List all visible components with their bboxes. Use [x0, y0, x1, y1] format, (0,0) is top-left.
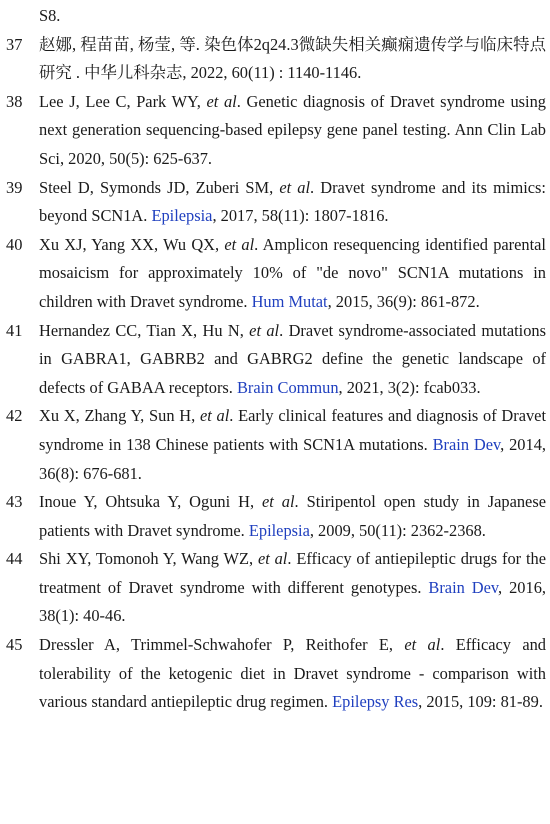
reference-item-39	[6, 174, 546, 231]
reference-item-37	[6, 31, 546, 88]
reference-number: 44	[6, 549, 23, 569]
reference-text: Xu XJ, Yang XX, Wu QX, et al. Amplicon resequencing identified parental mosaicism for approximately 10% of "de novo" SCN1A mutations in children with Dravet syndrome. Hum Mutat, 2015, 36(9): 861-872.	[39, 234, 546, 311]
journal-link[interactable]: Epilepsia	[248, 520, 310, 540]
reference-number: 42	[6, 406, 23, 426]
reference-text: Hernandez CC, Tian X, Hu N, et al. Dravet syndrome-associated mutations in GABRA1, GABRB2 and GABRG2 define the genetic landscape of defects of GABAA receptors. Brain Commun, 2021, 3(2): fcab033.	[39, 320, 547, 397]
journal-link[interactable]: Epilepsy Res	[332, 692, 419, 712]
journal-link[interactable]: Brain Dev	[432, 434, 501, 454]
reference-number: 37	[6, 34, 23, 54]
reference-continuation	[6, 2, 546, 31]
journal-link[interactable]: Brain Dev	[428, 577, 499, 597]
reference-text: 赵娜, 程苗苗, 杨莹, 等. 染色体2q24.3微缺失相关癫痫遗传学与临床特点研究 . 中华儿科杂志, 2022, 60(11) : 1140-1146.	[39, 34, 546, 83]
reference-number: 39	[6, 177, 23, 197]
reference-number: 41	[6, 320, 23, 340]
reference-item-41	[6, 317, 546, 403]
journal-link[interactable]: Hum Mutat	[251, 291, 328, 311]
reference-number: 40	[6, 234, 23, 254]
reference-item-43	[6, 488, 546, 545]
reference-item-38	[6, 88, 546, 174]
journal-link[interactable]: Epilepsia	[151, 206, 213, 226]
reference-text: Lee J, Lee C, Park WY, et al. Genetic diagnosis of Dravet syndrome using next generation sequencing-based epilepsy gene panel testing. Ann Clin Lab Sci, 2020, 50(5): 625-637.	[39, 91, 546, 168]
journal-link[interactable]: Brain Commun	[237, 377, 339, 397]
reference-list	[6, 2, 546, 717]
reference-text: Steel D, Symonds JD, Zuberi SM, et al. Dravet syndrome and its mimics: beyond SCN1A. Epilepsia, 2017, 58(11): 1807-1816.	[39, 177, 546, 226]
reference-number: 38	[6, 91, 23, 111]
reference-continuation-text: S8.	[39, 6, 61, 25]
reference-text: Xu X, Zhang Y, Sun H, et al. Early clinical features and diagnosis of Dravet syndrome in 138 Chinese patients with SCN1A mutations. Brain Dev, 2014, 36(8): 676-681.	[39, 406, 547, 483]
reference-number: 43	[6, 492, 23, 512]
reference-item-40	[6, 231, 546, 317]
reference-text: Shi XY, Tomonoh Y, Wang WZ, et al. Efficacy of antiepileptic drugs for the treatment of Dravet syndrome with different genotypes. Brain Dev, 2016, 38(1): 40-46.	[39, 549, 546, 626]
reference-text: Inoue Y, Ohtsuka Y, Oguni H, et al. Stiripentol open study in Japanese patients with Dravet syndrome. Epilepsia, 2009, 50(11): 2362-2368.	[39, 492, 546, 540]
reference-item-45	[6, 631, 546, 717]
reference-item-42	[6, 402, 546, 488]
reference-text: Dressler A, Trimmel-Schwahofer P, Reithofer E, et al. Efficacy and tolerability of the ketogenic diet in Dravet syndrome - comparison with various standard antiepileptic drug regimen. Epilepsy Res, 2015, 109: 81-89.	[39, 635, 546, 712]
reference-number: 45	[6, 635, 23, 655]
reference-item-44	[6, 545, 546, 631]
